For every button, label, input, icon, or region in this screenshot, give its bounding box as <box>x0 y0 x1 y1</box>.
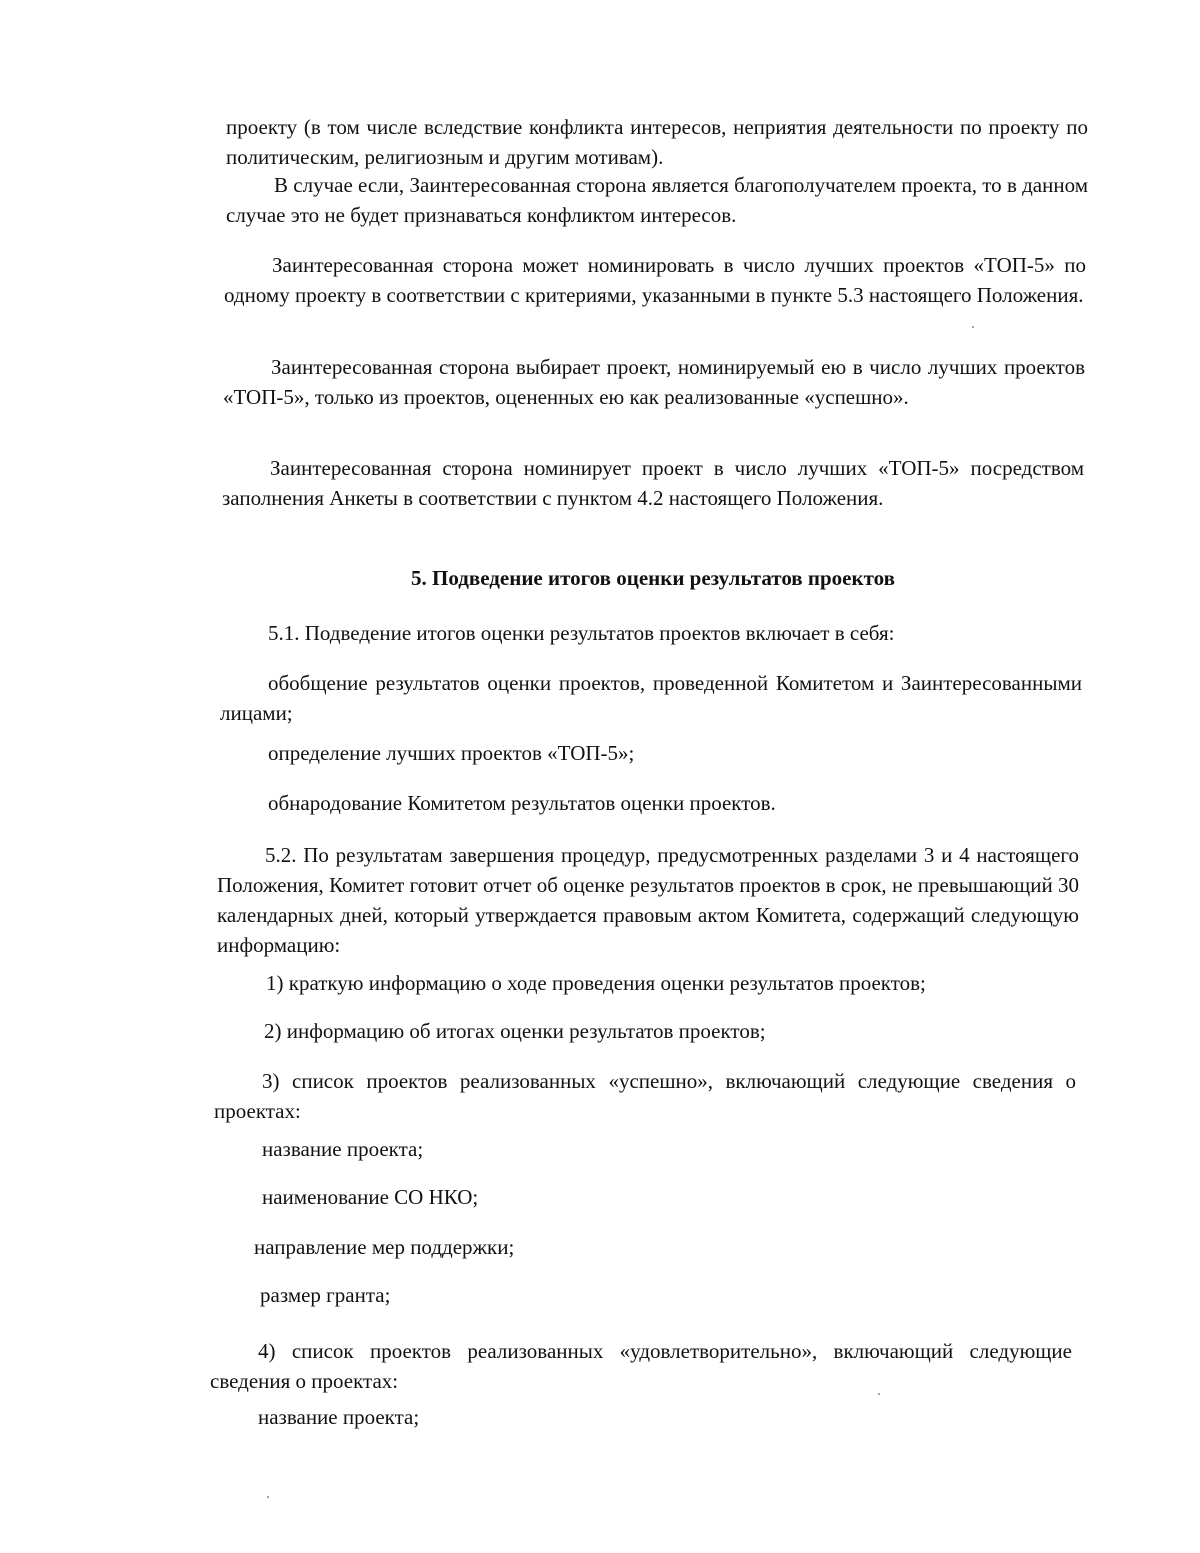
paragraph-form: Заинтересованная сторона номинирует проект в число лучших «ТОП-5» посредством заполнения Анкеты в соответствии с пунктом 4.2 настоящего Положения. <box>222 456 1084 510</box>
list-item-3-direction: направление мер поддержки; <box>254 1235 515 1259</box>
list-item-3-org: наименование СО НКО; <box>262 1185 479 1209</box>
paragraph-5-1-summary: обобщение результатов оценки проектов, проведенной Комитетом и Заинтересованными лицами; <box>220 671 1082 725</box>
list-item-3-grant: размер гранта; <box>260 1283 391 1307</box>
list-item-4: 4) список проектов реализованных «удовлетворительно», включающий следующие сведения о проектах: <box>210 1339 1072 1393</box>
list-item-1: 1) краткую информацию о ходе проведения оценки результатов проектов; <box>266 971 926 995</box>
paragraph-continuation: проекту (в том числе вследствие конфликта интересов, неприятия деятельности по проекту по политическим, религиозным и другим мотивам). <box>226 115 1088 169</box>
list-item-3: 3) список проектов реализованных «успешно», включающий следующие сведения о проектах: <box>214 1069 1076 1123</box>
list-item-2: 2) информацию об итогах оценки результатов проектов; <box>264 1019 766 1043</box>
paragraph-beneficiary: В случае если, Заинтересованная сторона является благополучателем проекта, то в данном случае это не будет признаваться конфликтом интересов. <box>226 173 1088 227</box>
list-item-3-name: название проекта; <box>262 1137 424 1161</box>
paragraph-5-2: 5.2. По результатам завершения процедур, предусмотренных разделами 3 и 4 настоящего Положения, Комитет готовит отчет об оценке результатов проектов в срок, не превышающий 30 календарных дней, который утверждается правовым актом Комитета, содержащий следующую информацию: <box>217 843 1079 957</box>
paragraph-nominate: Заинтересованная сторона может номинировать в число лучших проектов «ТОП-5» по одному проекту в соответствии с критериями, указанными в пункте 5.3 настоящего Положения. <box>224 253 1086 307</box>
paragraph-select: Заинтересованная сторона выбирает проект, номинируемый ею в число лучших проектов «ТОП-5», только из проектов, оцененных ею как реализованные «успешно». <box>223 355 1085 409</box>
section-heading: 5. Подведение итогов оценки результатов проектов <box>411 566 895 590</box>
paragraph-5-1: 5.1. Подведение итогов оценки результатов проектов включает в себя: <box>268 621 895 645</box>
scan-speck <box>267 1496 269 1498</box>
paragraph-5-1-top5: определение лучших проектов «ТОП-5»; <box>268 741 635 765</box>
scan-speck <box>972 326 974 328</box>
paragraph-5-1-publish: обнародование Комитетом результатов оценки проектов. <box>268 791 776 815</box>
scan-speck <box>878 1393 880 1395</box>
list-item-4-name: название проекта; <box>258 1405 420 1429</box>
